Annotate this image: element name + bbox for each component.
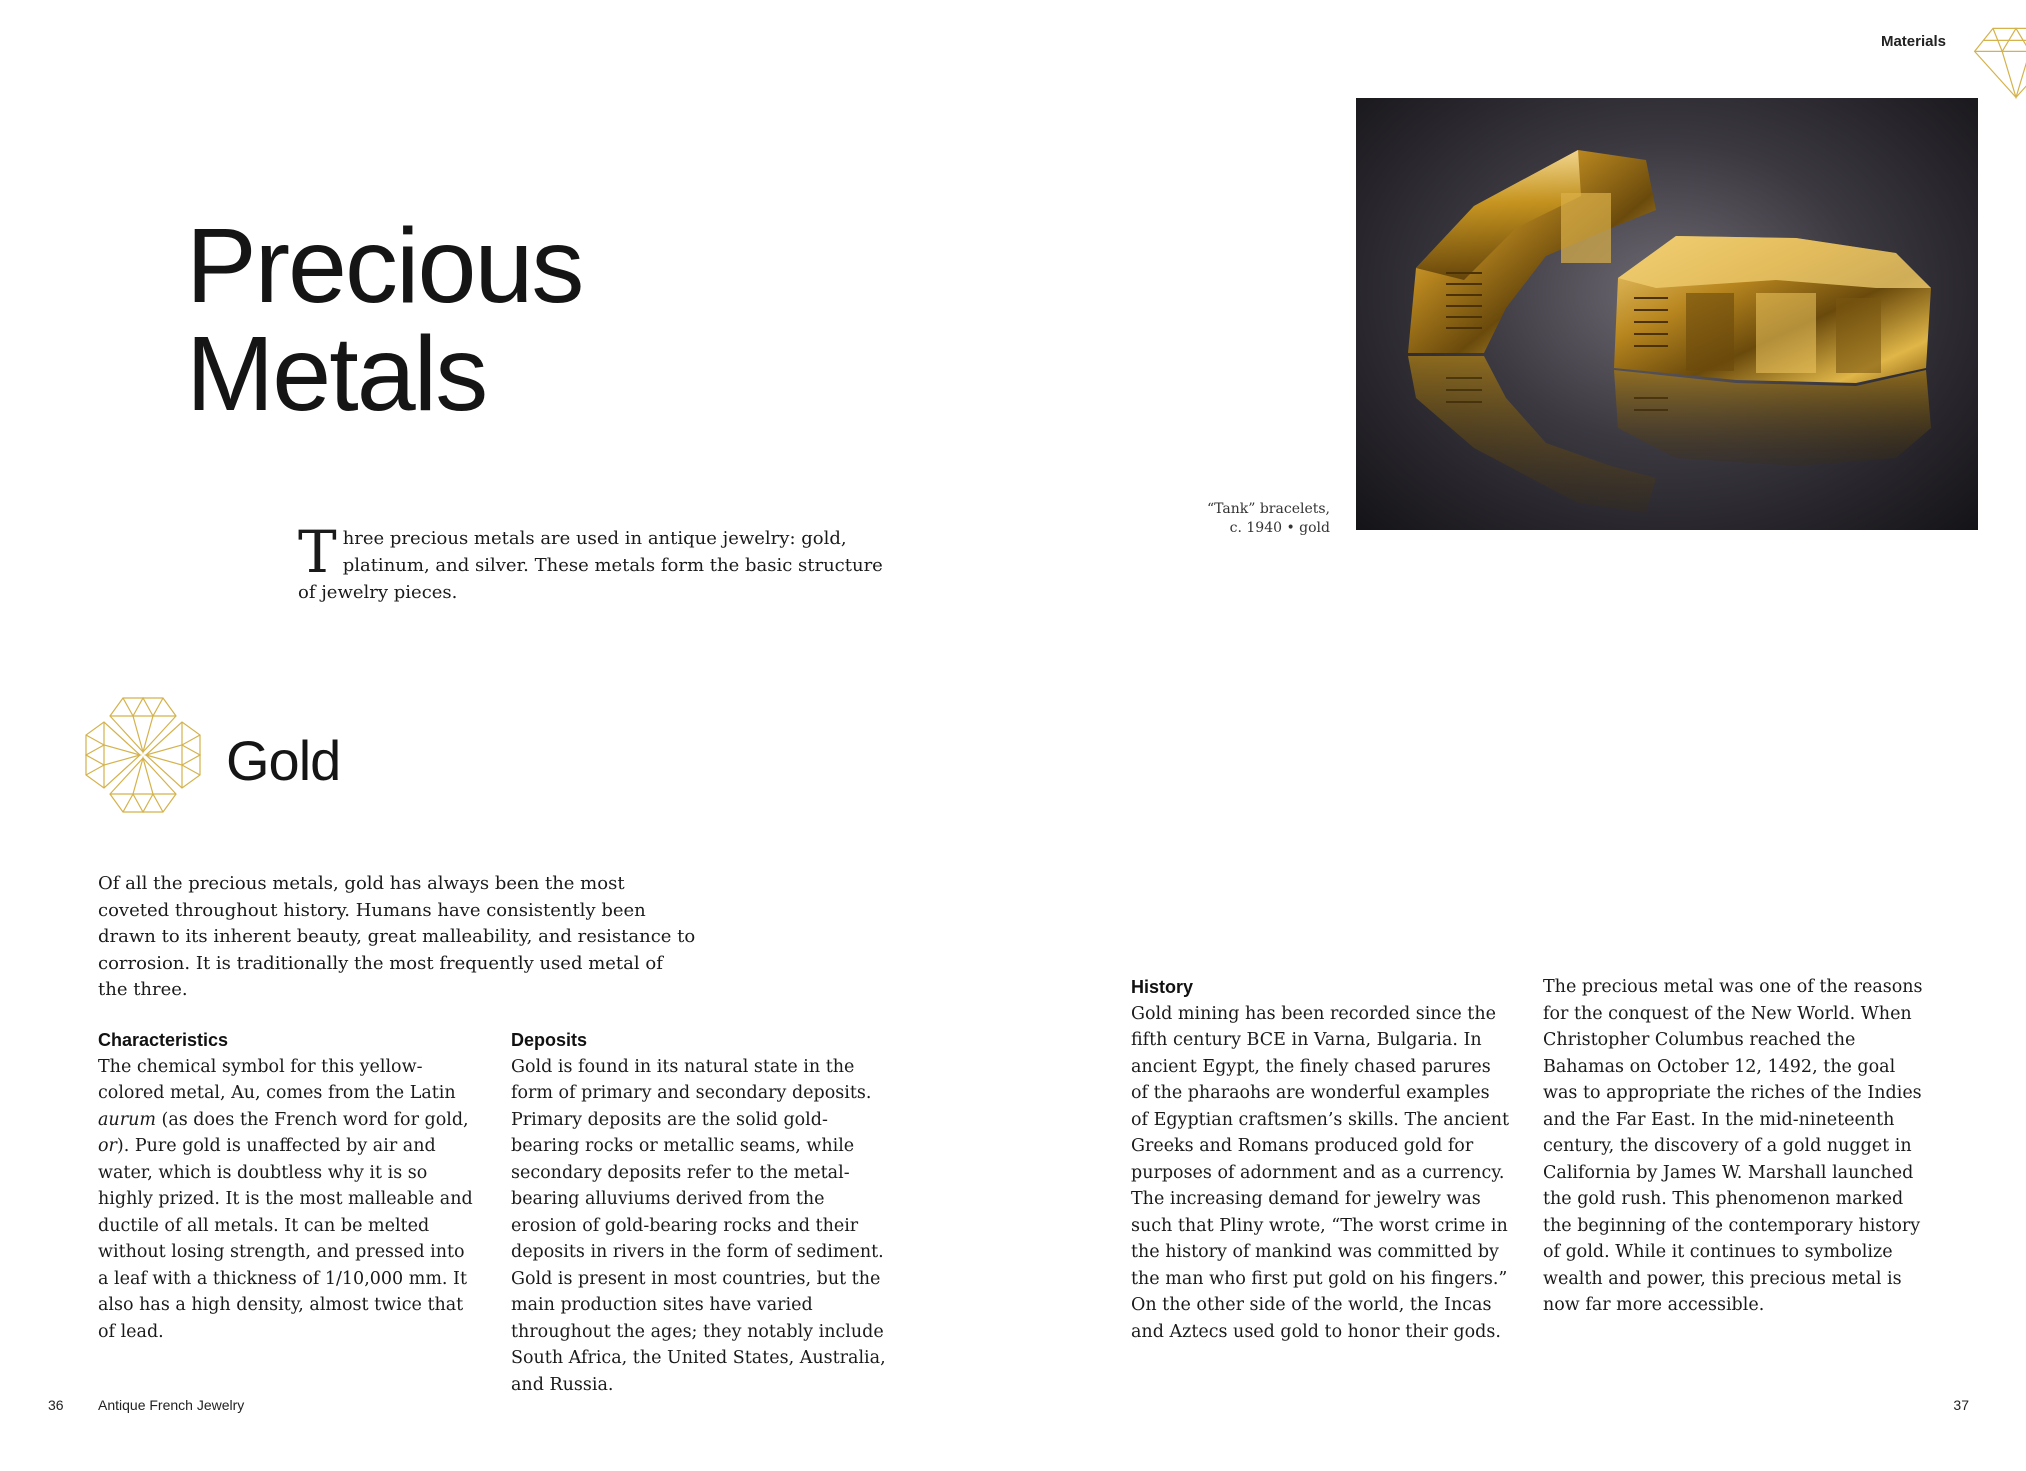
section-label: Materials	[1880, 33, 1946, 50]
french-term: or	[98, 1136, 117, 1156]
right-bracelet	[1614, 236, 1931, 383]
running-title: Antique French Jewelry	[98, 1397, 245, 1413]
gem-cluster-icon	[78, 690, 208, 820]
history-heading: History	[1131, 977, 1194, 997]
latin-term: aurum	[98, 1109, 156, 1130]
title-line-2: Metals	[186, 315, 487, 433]
history-continued-text: The precious metal was one of the reasons for the conquest of the New World. When Christopher Columbus reached the Bahamas on October 12, 1492, the goal was to appropriate the riches of the Indies and the Far East. In the mid-nineteenth century, the discovery of a gold nugget in California by James W. Marshall launched the gold rush. This phenomenon marked the beginning of the contemporary history of gold. While it continues to symbolize wealth and power, this precious metal is now far more accessible.	[1543, 977, 1923, 1315]
photo-caption	[1130, 500, 1330, 538]
right-page-number: 37	[1953, 1397, 1969, 1413]
history-text: Gold mining has been recorded since the fifth century BCE in Varna, Bulgaria. In ancient Egypt, the finely chased parures of the pharaohs are wonderful examples of Egyptian craftsmen’s skills. The ancient Greeks and Romans produced gold for purposes of adornment and as a currency. The increasing demand for jewelry was such that Pliny wrote, “The worst crime in the history of mankind was committed by the man who first put gold on his fingers.” On the other side of the world, the Incas and Aztecs used gold to honor their gods.	[1131, 1003, 1510, 1342]
intro-paragraph	[298, 518, 898, 606]
gold-intro-paragraph: Of all the precious metals, gold has always been the most coveted throughout history. Humans have consistently been drawn to its inherent beauty, great malleability, and resistance to corrosion. It is traditionally the most frequently used metal of the three.	[98, 873, 696, 1000]
bracelets-illustration	[1356, 98, 1978, 530]
gem-ornament-icon	[1970, 10, 2026, 102]
deposits-heading: Deposits	[511, 1030, 588, 1050]
history-column	[1131, 974, 1511, 1345]
section-heading-gold: Gold	[226, 729, 341, 792]
characteristics-text-c: ). Pure gold is unaffected by air and water, which is doubtless why it is so highly prized. It is the most malleable and ductile of all metals. It can be melted without losing strength, and pressed into a leaf with a thickness of 1/10,000 mm. It also has a high density, almost twice that of lead.	[98, 1136, 473, 1342]
deposits-column	[511, 1027, 891, 1398]
history-continued-column	[1543, 974, 1923, 1319]
characteristics-text-a: The chemical symbol for this yellow-colored metal, Au, comes from the Latin	[98, 1056, 456, 1103]
bracelets-photo	[1356, 98, 1978, 530]
characteristics-text-b: (as does the French word for gold,	[155, 1109, 469, 1130]
title-line-1: Precious	[186, 207, 583, 325]
left-page-number: 36	[48, 1397, 64, 1413]
characteristics-heading: Characteristics	[98, 1030, 229, 1050]
characteristics-column	[98, 1027, 478, 1345]
page-title	[186, 207, 583, 433]
intro-text: hree precious metals are used in antique jewelry: gold, platinum, and silver. These metals form the basic structure of jewelry pieces.	[298, 528, 883, 603]
caption-line-2: c. 1940 • gold	[1229, 520, 1330, 536]
deposits-text: Gold is found in its natural state in the form of primary and secondary deposits. Primary deposits are the solid gold-bearing rocks or metallic seams, while secondary deposits refer to the metal-bearing alluviums derived from the erosion of gold-bearing rocks and their deposits in rivers in the form of sediment. Gold is present in most countries, but the main production sites have varied throughout the ages; they notably include South Africa, the United States, Australia, and Russia.	[511, 1056, 886, 1395]
caption-line-1: “Tank” bracelets,	[1206, 501, 1330, 517]
drop-cap: T	[298, 518, 337, 586]
characteristics-text	[98, 1054, 478, 1346]
